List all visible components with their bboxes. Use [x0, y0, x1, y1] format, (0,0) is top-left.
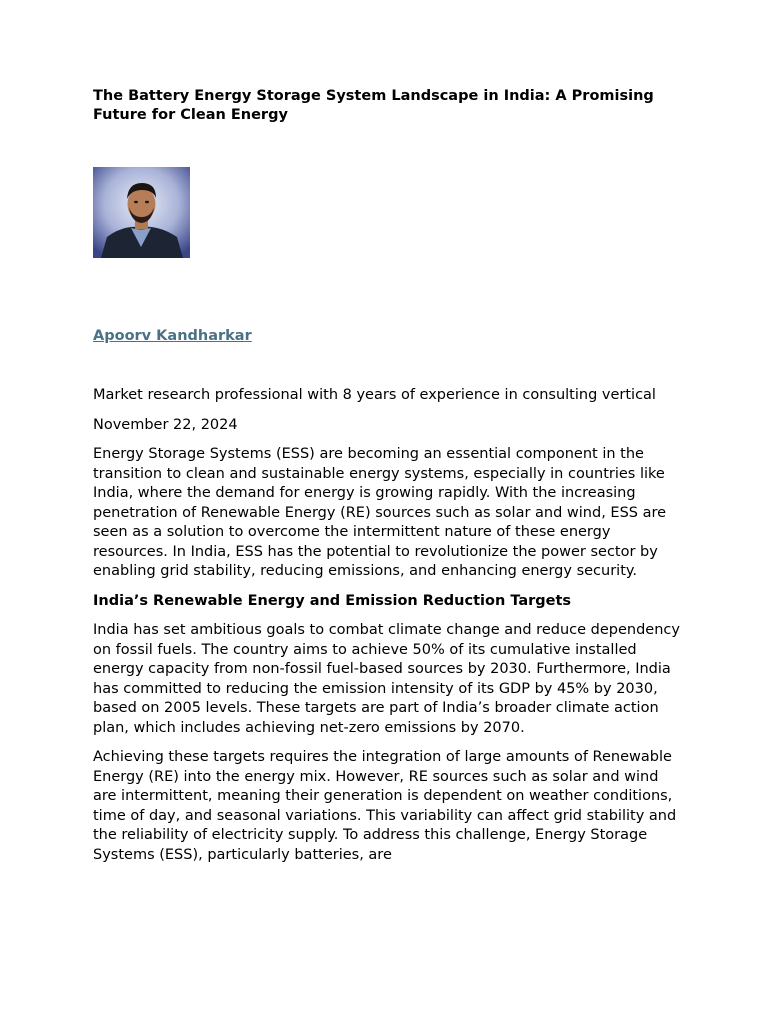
- section-heading: India’s Renewable Energy and Emission Reduction Targets: [93, 592, 572, 609]
- paragraph: Energy Storage Systems (ESS) are becoming an essential component in the transition to clean and sustainable energy systems, especially in countries like India, where the demand for energy is growing rapidly. With the increasing penetration of Renewable Energy (RE) sources such as solar and wind, ESS are seen as a solution to overcome the intermittent nature of these energy resources. In India, ESS has the potential to revolutionize the power sector by enabling grid stability, reducing emissions, and enhancing energy security.: [93, 446, 667, 579]
- author-bio: Market research professional with 8 years of experience in consulting vertical: [93, 387, 656, 403]
- document-page: [93, 87, 683, 865]
- paragraph: Achieving these targets requires the integration of large amounts of Renewable Energy (RE) into the energy mix. However, RE sources such as solar and wind are intermittent, meaning their generation is dependent on weather conditions, time of day, and seasonal variations. This variability can affect grid stability and the reliability of electricity supply. To address this challenge, Energy Storage Systems (ESS), particularly batteries, are: [93, 749, 677, 863]
- author-link[interactable]: Apoorv Kandharkar: [93, 328, 252, 344]
- author-photo: [93, 167, 190, 258]
- paragraph: India has set ambitious goals to combat climate change and reduce dependency on fossil fuels. The country aims to achieve 50% of its cumulative installed energy capacity from non-fossil fuel-based sources by 2030. Furthermore, India has committed to reducing the emission intensity of its GDP by 45% by 2030, based on 2005 levels. These targets are part of India’s broader climate action plan, which includes achieving net-zero emissions by 2070.: [93, 622, 680, 736]
- article-title: The Battery Energy Storage System Landscape in India: A Promising Future for Clean Energy: [93, 88, 654, 123]
- publish-date: November 22, 2024: [93, 416, 238, 433]
